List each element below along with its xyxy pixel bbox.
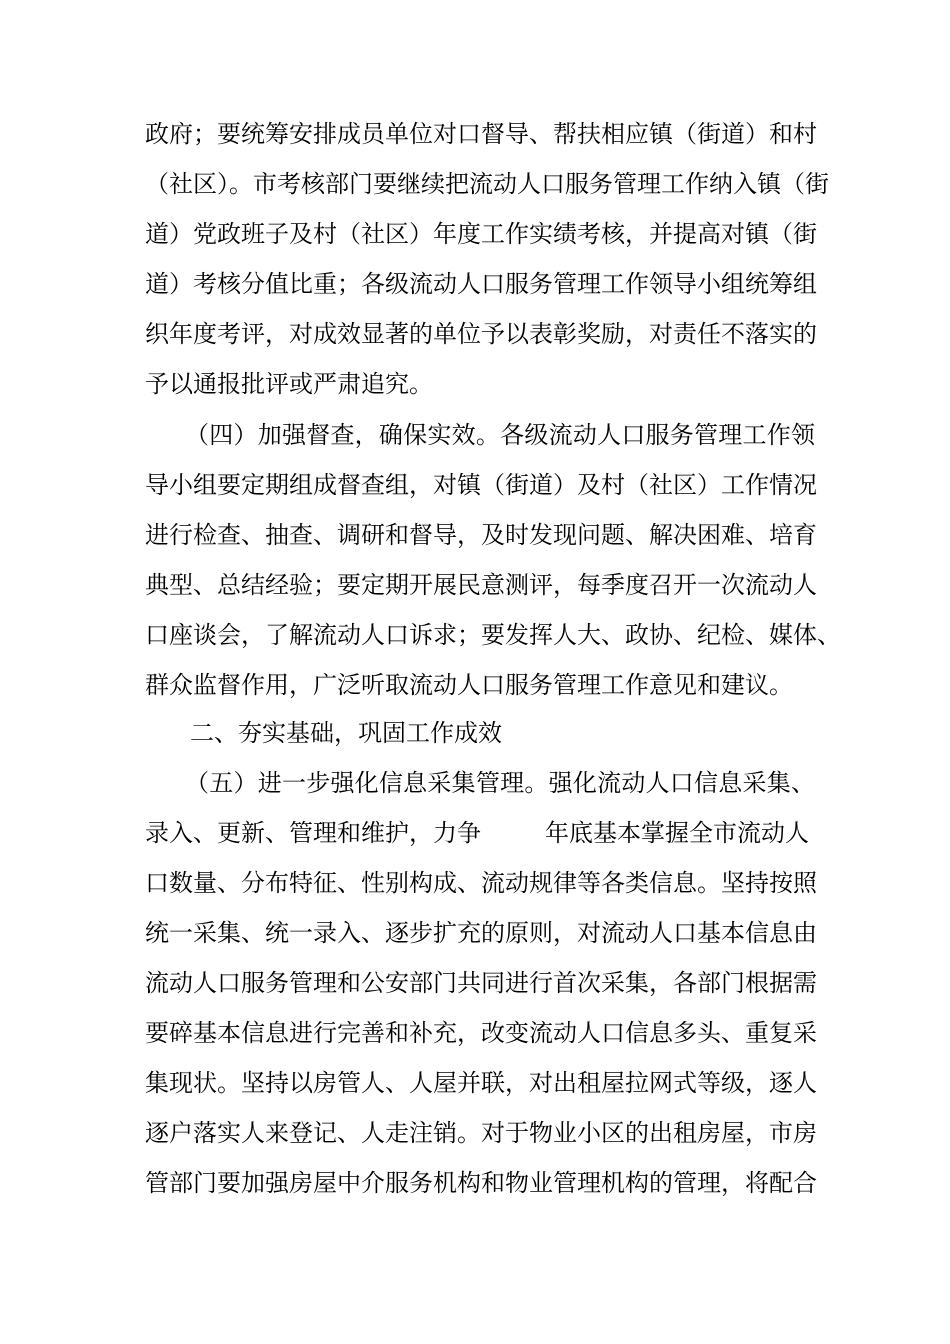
text-line-16: 口数量、分布特征、性别构成、流动规律等各类信息。坚持按照 bbox=[145, 869, 817, 897]
text-line-11: 口座谈会，了解流动人口诉求；要发挥人大、政协、纪检、媒体、 bbox=[145, 621, 841, 649]
text-line-15-prefix: 录入、更新、管理和维护，力争 bbox=[145, 819, 481, 847]
text-line-4: 道）考核分值比重；各级流动人口服务管理工作领导小组统筹组 bbox=[145, 270, 817, 298]
text-line-17: 统一采集、统一录入、逐步扩充的原则，对流动人口基本信息由 bbox=[145, 919, 817, 947]
section-heading: 二、夯实基础，巩固工作成效 bbox=[190, 719, 502, 747]
text-line-19: 要碎基本信息进行完善和补充，改变流动人口信息多头、重复采 bbox=[145, 1019, 817, 1047]
text-line-14: （五）进一步强化信息采集管理。强化流动人口信息采集、 bbox=[185, 769, 815, 797]
text-line-3: 道）党政班子及村（社区）年度工作实绩考核，并提高对镇（街 bbox=[145, 220, 817, 248]
text-line-5: 织年度考评，对成效显著的单位予以表彰奖励，对责任不落实的 bbox=[145, 320, 817, 348]
text-line-9: 进行检查、抽查、调研和督导，及时发现问题、解决困难、培育 bbox=[145, 521, 817, 549]
text-line-2: （社区）。市考核部门要继续把流动人口服务管理工作纳入镇（街 bbox=[145, 170, 829, 198]
text-line-7: （四）加强督查，确保实效。各级流动人口服务管理工作领 bbox=[185, 421, 815, 449]
text-line-1: 政府；要统筹安排成员单位对口督导、帮扶相应镇（街道）和村 bbox=[145, 120, 817, 148]
text-line-15 bbox=[145, 818, 815, 848]
text-line-15-suffix: 年底基本掌握全市流动人 bbox=[545, 819, 809, 847]
text-line-8: 导小组要定期组成督查组，对镇（街道）及村（社区）工作情况 bbox=[145, 471, 817, 499]
text-line-20: 集现状。坚持以房管人、人屋并联，对出租屋拉网式等级，逐人 bbox=[145, 1069, 817, 1097]
text-line-21: 逐户落实人来登记、人走注销。对于物业小区的出租房屋，市房 bbox=[145, 1119, 817, 1147]
text-line-22: 管部门要加强房屋中介服务机构和物业管理机构的管理，将配合 bbox=[145, 1169, 817, 1197]
text-line-10: 典型、总结经验；要定期开展民意测评，每季度召开一次流动人 bbox=[145, 571, 817, 599]
text-line-6: 予以通报批评或严肃追究。 bbox=[145, 370, 433, 398]
text-line-12: 群众监督作用，广泛听取流动人口服务管理工作意见和建议。 bbox=[145, 671, 793, 699]
text-line-18: 流动人口服务管理和公安部门共同进行首次采集，各部门根据需 bbox=[145, 969, 817, 997]
